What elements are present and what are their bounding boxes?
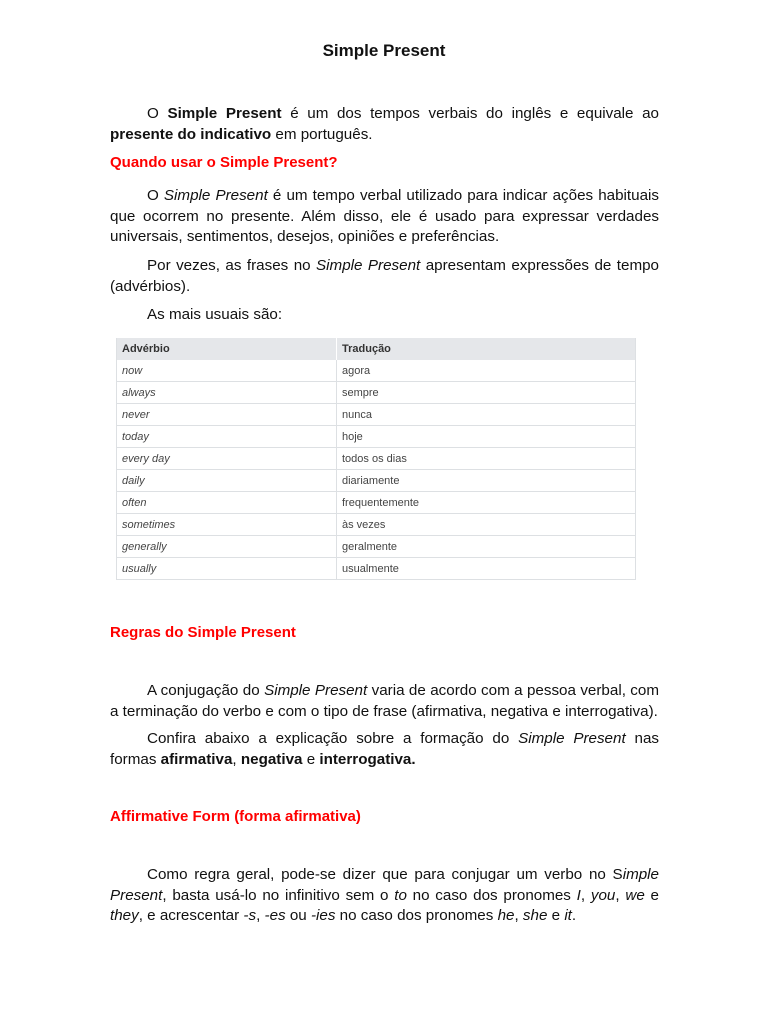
translation-cell: hoje bbox=[337, 426, 636, 448]
adverb-cell: never bbox=[117, 404, 337, 426]
translation-cell: frequentemente bbox=[337, 492, 636, 514]
adverb-cell: now bbox=[117, 360, 337, 382]
text: , bbox=[232, 750, 241, 768]
italic-text: -es bbox=[264, 907, 286, 924]
italic-text: -s bbox=[243, 907, 257, 924]
table-row bbox=[117, 536, 636, 558]
bold-text: afirmativa bbox=[160, 750, 233, 768]
translation-cell: todos os dias bbox=[337, 448, 636, 470]
adverb-cell: every day bbox=[117, 448, 337, 470]
text: , bbox=[580, 886, 591, 904]
intro-paragraph bbox=[110, 104, 659, 145]
text: no caso dos pronomes bbox=[335, 907, 498, 924]
translation-cell: às vezes bbox=[337, 514, 636, 536]
italic-text: it bbox=[564, 907, 572, 924]
italic-text: we bbox=[625, 886, 645, 904]
column-header-adverb: Advérbio bbox=[117, 338, 337, 360]
italic-text: imple Present bbox=[110, 866, 659, 904]
translation-cell: geralmente bbox=[337, 536, 636, 558]
table-row bbox=[117, 404, 636, 426]
text: , basta usá-lo no infinitivo sem o bbox=[162, 886, 395, 904]
page-title: Simple Present bbox=[322, 41, 446, 60]
text: Por vezes, as frases no bbox=[147, 257, 317, 274]
text: O bbox=[147, 187, 164, 204]
affirmative-rule-paragraph bbox=[110, 865, 659, 927]
italic-text: to bbox=[394, 886, 407, 904]
italic-text: I bbox=[576, 886, 581, 904]
italic-text: Simple Present bbox=[518, 730, 626, 747]
text: é um tempo verbal utilizado para indicar ações habituais que ocorrem no presente. Além disso, ele é usado para expressar verdades universais, sentimentos, desejos, opiniões e preferências. bbox=[110, 187, 659, 245]
text: no caso dos pronomes bbox=[406, 886, 577, 904]
italic-text: you bbox=[590, 886, 616, 904]
italic-text: he bbox=[497, 907, 515, 924]
text: ou bbox=[285, 907, 311, 924]
table-row bbox=[117, 448, 636, 470]
section-heading-affirmative: Affirmative Form (forma afirmativa) bbox=[110, 808, 361, 825]
text: Confira abaixo a explicação sobre a formação do bbox=[147, 730, 519, 747]
adverb-table bbox=[116, 338, 636, 580]
text: e bbox=[644, 886, 659, 904]
text: , bbox=[615, 886, 626, 904]
text: é um dos tempos verbais do inglês e equivale ao bbox=[281, 105, 660, 122]
table-row bbox=[117, 470, 636, 492]
bold-text: presente do indicativo bbox=[110, 125, 272, 143]
translation-cell: nunca bbox=[337, 404, 636, 426]
text: apresentam expressões de tempo (advérbios). bbox=[110, 257, 660, 295]
table-row bbox=[117, 426, 636, 448]
text: , bbox=[256, 907, 265, 924]
table-row bbox=[117, 360, 636, 382]
adverb-cell: today bbox=[117, 426, 337, 448]
table-row bbox=[117, 382, 636, 404]
section-heading-when: Quando usar o Simple Present? bbox=[110, 154, 338, 171]
italic-text: she bbox=[522, 907, 548, 924]
adverbs-paragraph bbox=[110, 256, 659, 297]
table-row bbox=[117, 514, 636, 536]
table-row bbox=[117, 558, 636, 580]
adverb-cell: generally bbox=[117, 536, 337, 558]
text: Como regra geral, pode-se dizer que para conjugar um verbo no S bbox=[147, 866, 623, 883]
italic-text: -ies bbox=[310, 907, 336, 924]
conjugation-paragraph bbox=[110, 681, 659, 722]
adverb-cell: usually bbox=[117, 558, 337, 580]
adverb-cell: often bbox=[117, 492, 337, 514]
italic-text: they bbox=[110, 907, 139, 924]
text: nas formas bbox=[110, 730, 659, 768]
text: , bbox=[514, 907, 523, 924]
bold-text: interrogativa. bbox=[319, 750, 416, 768]
section-heading-rules: Regras do Simple Present bbox=[110, 624, 296, 641]
adverb-cell: always bbox=[117, 382, 337, 404]
adverb-cell: sometimes bbox=[117, 514, 337, 536]
text: e bbox=[547, 907, 565, 924]
column-header-translation: Tradução bbox=[337, 338, 636, 360]
translation-cell: diariamente bbox=[337, 470, 636, 492]
text: A conjugação do bbox=[147, 682, 265, 699]
adverb-cell: daily bbox=[117, 470, 337, 492]
text: em português. bbox=[271, 125, 373, 143]
text: e bbox=[302, 750, 320, 768]
table-header-row bbox=[117, 338, 636, 360]
usage-paragraph bbox=[110, 186, 659, 248]
most-common-paragraph: As mais usuais são: bbox=[147, 306, 283, 323]
translation-cell: agora bbox=[337, 360, 636, 382]
forms-paragraph bbox=[110, 729, 659, 770]
table-row bbox=[117, 492, 636, 514]
bold-text: negativa bbox=[240, 750, 303, 768]
italic-text: Simple Present bbox=[163, 187, 268, 204]
translation-cell: usualmente bbox=[337, 558, 636, 580]
text: , e acrescentar bbox=[138, 907, 244, 924]
italic-text: Simple Present bbox=[316, 257, 421, 274]
text: varia de acordo com a pessoa verbal, com a terminação do verbo e com o tipo de frase (afirmativa, negativa e interrogativa). bbox=[110, 682, 659, 720]
italic-text: Simple Present bbox=[264, 682, 368, 699]
text: O bbox=[147, 105, 168, 122]
text: . bbox=[571, 907, 577, 924]
bold-text: Simple Present bbox=[167, 105, 282, 122]
translation-cell: sempre bbox=[337, 382, 636, 404]
